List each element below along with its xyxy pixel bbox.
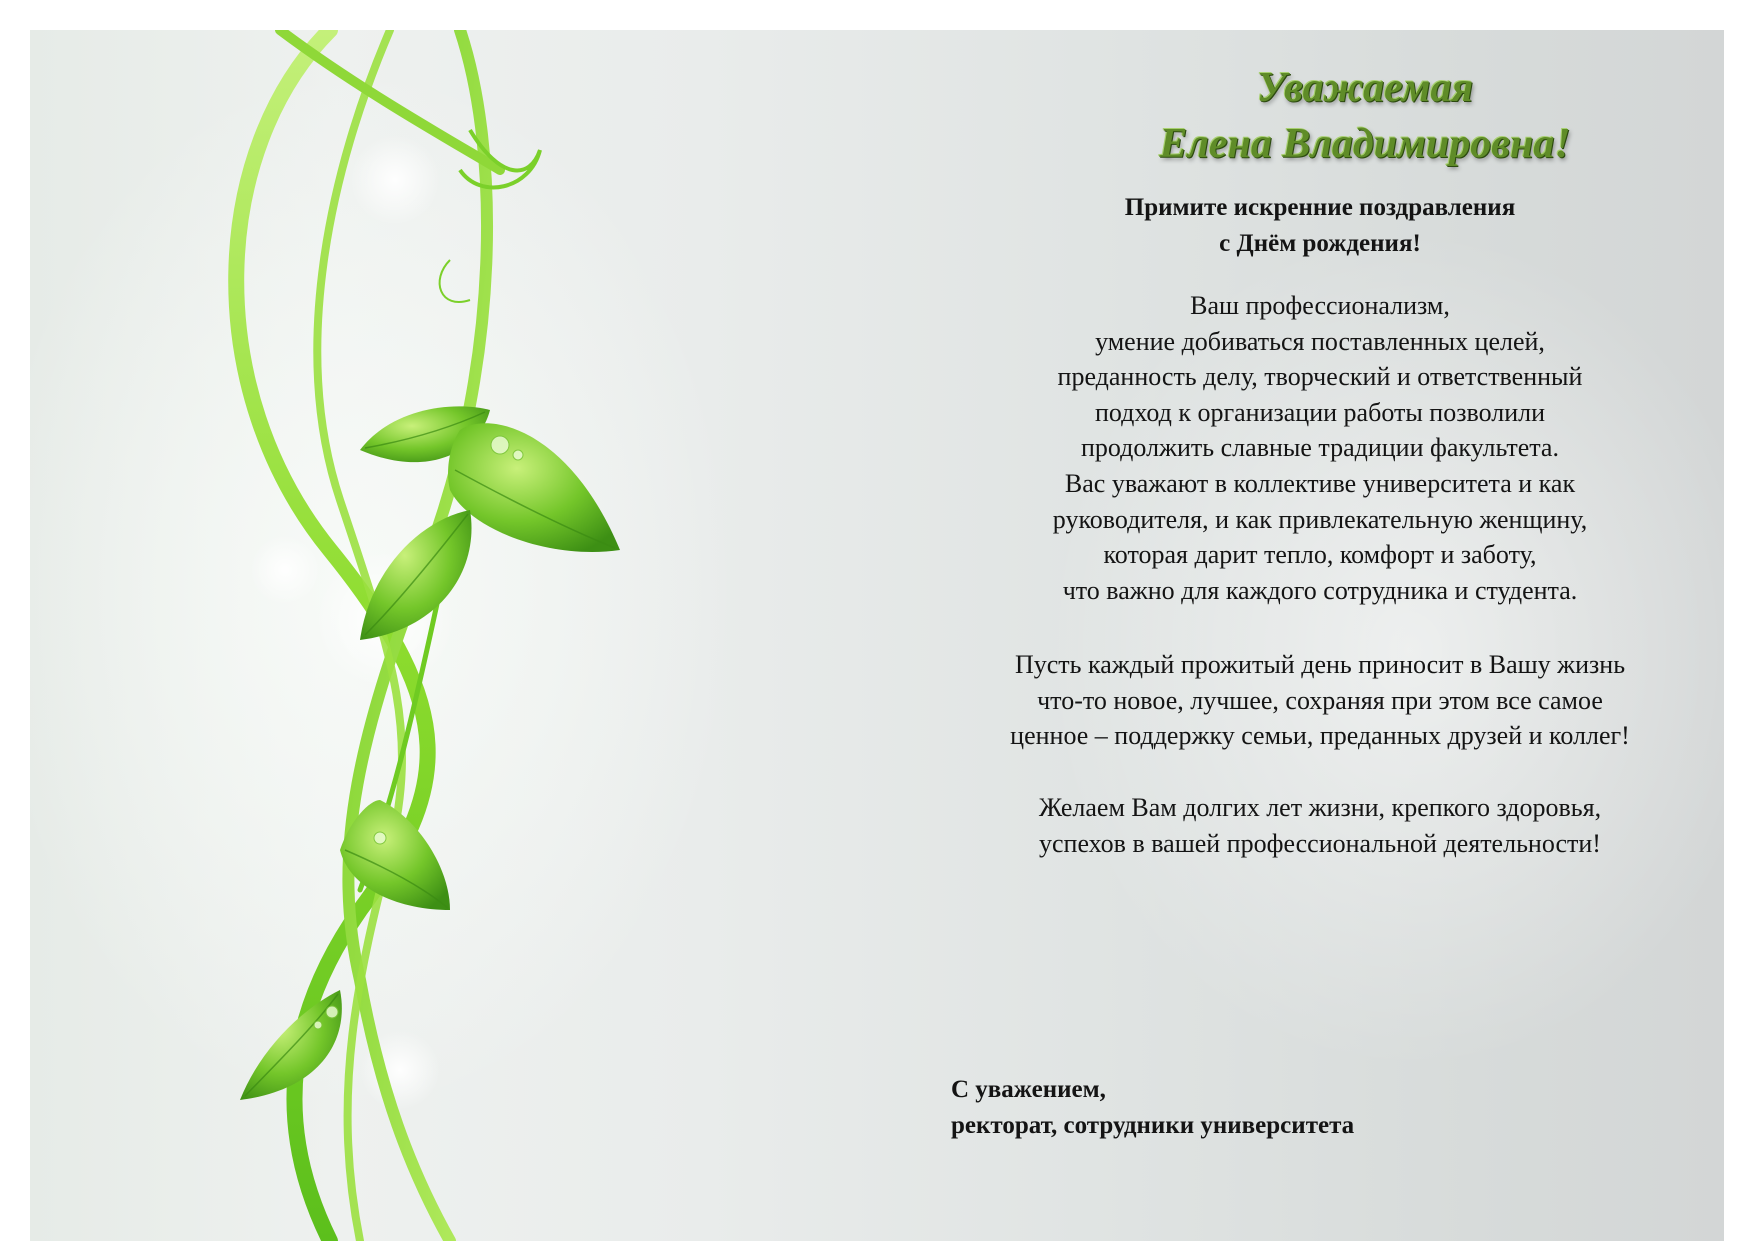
greeting-line-2: Елена Владимировна! <box>1159 121 1571 167</box>
greeting-heading <box>1035 60 1695 172</box>
leaf <box>448 423 620 552</box>
congratulation-heading <box>935 190 1705 262</box>
paragraph-line: Вас уважают в коллективе университета и как <box>1064 468 1576 498</box>
paragraph-line: успехов в вашей профессиональной деятельности! <box>1039 828 1601 858</box>
paragraph-3 <box>935 790 1705 861</box>
paragraph-line: Пусть каждый прожитый день приносит в Вашу жизнь <box>1014 650 1626 679</box>
light-glow <box>350 135 440 225</box>
water-drop <box>326 1006 338 1018</box>
paragraph-1 <box>935 288 1705 608</box>
paragraph-line: ценное – поддержку семьи, преданных друзей и коллег! <box>1010 721 1630 751</box>
vine-tendril <box>440 260 470 302</box>
paragraph-line: Ваш профессионализм, <box>1190 291 1450 320</box>
signature-line-2: ректорат, сотрудники университета <box>951 1112 1355 1139</box>
greeting-line-1: Уважаемая <box>1256 65 1474 111</box>
water-drop <box>314 1021 322 1029</box>
paragraph-line: что важно для каждого сотрудника и студента. <box>1062 575 1578 605</box>
paragraph-2 <box>930 647 1710 754</box>
signature <box>951 1072 1354 1144</box>
green-vine-illustration <box>30 30 750 1241</box>
water-drop <box>491 436 509 454</box>
greeting-card <box>30 30 1724 1241</box>
paragraph-line: что-то новое, лучшее, сохраняя при этом все самое <box>1037 685 1603 715</box>
light-glow <box>250 535 320 605</box>
paragraph-line: Желаем Вам долгих лет жизни, крепкого здоровья, <box>1038 793 1602 822</box>
paragraph-line: которая дарит тепло, комфорт и заботу, <box>1103 540 1537 570</box>
paragraph-line: подход к организации работы позволили <box>1094 397 1546 427</box>
paragraph-line: продолжить славные традиции факультета. <box>1081 433 1559 463</box>
paragraph-line: руководителя, и как привлекательную женщину, <box>1052 504 1588 534</box>
congrats-line-1: Примите искренние поздравления <box>1124 194 1516 221</box>
water-drop <box>513 450 523 460</box>
paragraph-line: умение добиваться поставленных целей, <box>1095 326 1545 356</box>
signature-line-1: С уважением, <box>951 1076 1106 1103</box>
congrats-line-2: с Днём рождения! <box>1219 230 1421 257</box>
water-drop <box>374 832 386 844</box>
leaf <box>240 990 342 1100</box>
paragraph-line: преданность делу, творческий и ответственный <box>1057 362 1583 392</box>
